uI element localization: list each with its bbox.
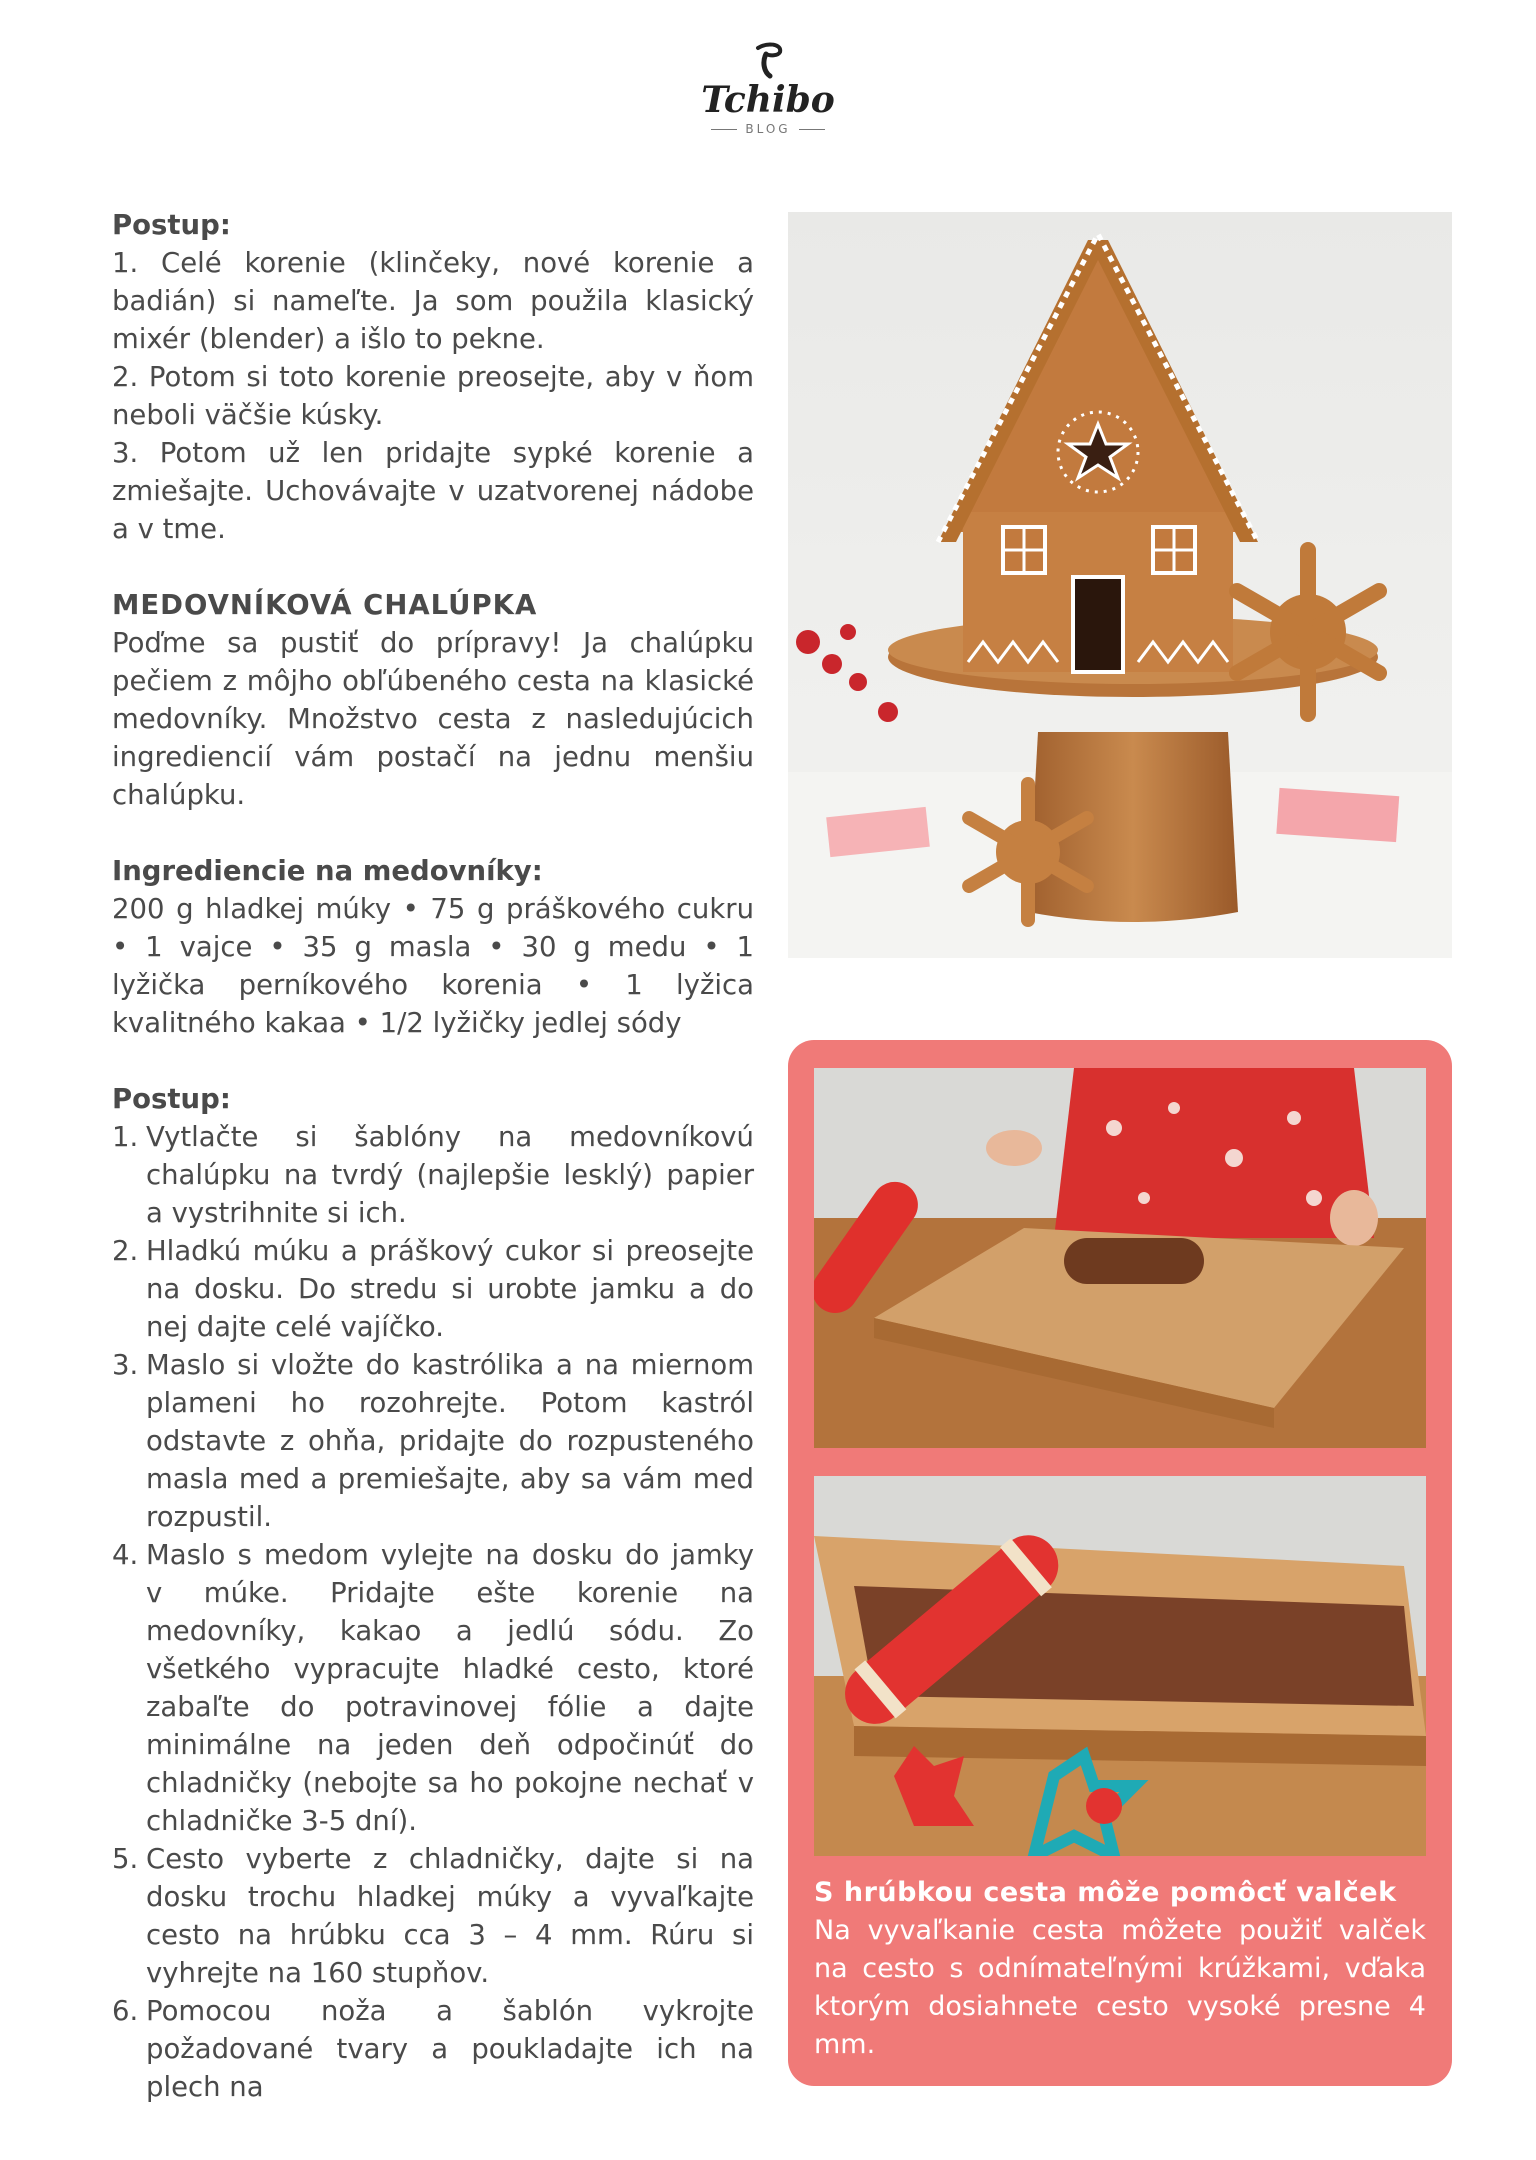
gingerbread-house-photo — [788, 212, 1452, 958]
postup-heading-1: Postup: — [112, 209, 231, 241]
tip-card — [788, 1040, 1452, 2086]
list-item — [112, 1232, 754, 1346]
dough-wrapping-photo — [814, 1068, 1426, 1448]
list-item — [112, 1840, 754, 1992]
step-number: 6. — [112, 1995, 139, 2027]
list-item — [112, 1992, 754, 2106]
step-number: 1. — [112, 1121, 139, 1153]
list-item — [112, 1536, 754, 1840]
step-number: 3. — [112, 1349, 139, 1381]
logo-line-right — [799, 129, 825, 130]
step-text: Vytlačte si šablóny na medovníkovú chalúpku na tvrdý (najlepšie lesklý) papier a vystrihnite si ich. — [146, 1121, 754, 1229]
postup1-step-1: 1. Celé korenie (klinčeky, nové korenie a badián) si nameľte. Ja som použila klasický mixér (blender) a išlo to pekne. — [112, 247, 754, 355]
logo-sub: BLOG — [745, 122, 791, 136]
rolling-dough-photo — [814, 1476, 1426, 1856]
step-number: 4. — [112, 1539, 139, 1571]
list-item — [112, 1346, 754, 1536]
ingredients-list: 200 g hladkej múky • 75 g práškového cukru • 1 vajce • 35 g masla • 30 g medu • 1 lyžička perníkového korenia • 1 lyžica kvalitného kakaa • 1/2 lyžičky jedlej sódy — [112, 893, 754, 1039]
tip-title: S hrúbkou cesta môže pomôcť valček — [814, 1877, 1397, 1908]
step-text: Maslo si vložte do kastrólika a na miernom plameni ho rozohrejte. Potom kastról odstavte z ohňa, pridajte do rozpusteného masla med a premiešajte, aby sa vám med rozpustil. — [146, 1349, 754, 1533]
tchibo-blog-logo — [688, 40, 848, 160]
tchibo-cup-icon — [748, 40, 788, 80]
logo-line-left — [711, 129, 737, 130]
step-number: 2. — [112, 1235, 139, 1267]
logo-brand: Tchibo — [701, 79, 835, 121]
section-intro: Poďme sa pustiť do prípravy! Ja chalúpku pečiem z môjho obľúbeného cesta na klasické medovníky. Množstvo cesta z nasledujúcich ingrediencií vám postačí na jednu menšiu chalúpku. — [112, 627, 754, 811]
tip-text: Na vyvaľkanie cesta môžete použiť valček na cesto s odnímateľnými krúžkami, vďaka ktorým dosiahnete cesto vysoké presne 4 mm. — [814, 1915, 1426, 2060]
postup1-step-3: 3. Potom už len pridajte sypké korenie a zmiešajte. Uchovávajte v uzatvorenej nádobe a v tme. — [112, 437, 754, 545]
ingredients-heading: Ingrediencie na medovníky: — [112, 855, 543, 887]
step-text: Maslo s medom vylejte na dosku do jamky v múke. Pridajte ešte korenie na medovníky, kakao a jedlú sódu. Zo všetkého vypracujte hladké cesto, ktoré zabaľte do potravinovej fólie a dajte minimálne na jeden deň odpočinúť do chladničky (nebojte sa ho pokojne nechať v chladničke 3-5 dní). — [146, 1539, 754, 1837]
postup-heading-2: Postup: — [112, 1083, 231, 1115]
step-text: Hladkú múku a práškový cukor si preosejte na dosku. Do stredu si urobte jamku a do nej dajte celé vajíčko. — [146, 1235, 754, 1343]
step-text: Cesto vyberte z chladničky, dajte si na dosku trochu hladkej múky a vyvaľkajte cesto na hrúbku cca 3 – 4 mm. Rúru si vyhrejte na 160 stupňov. — [146, 1843, 754, 1989]
steps-list — [112, 1118, 754, 2106]
step-number: 5. — [112, 1843, 139, 1875]
section-heading: MEDOVNÍKOVÁ CHALÚPKA — [112, 589, 538, 621]
article-text-column — [112, 206, 754, 2106]
list-item — [112, 1118, 754, 1232]
postup1-step-2: 2. Potom si toto korenie preosejte, aby v ňom neboli väčšie kúsky. — [112, 361, 754, 431]
step-text: Pomocou noža a šablón vykrojte požadované tvary a poukladajte ich na plech na — [146, 1995, 754, 2103]
